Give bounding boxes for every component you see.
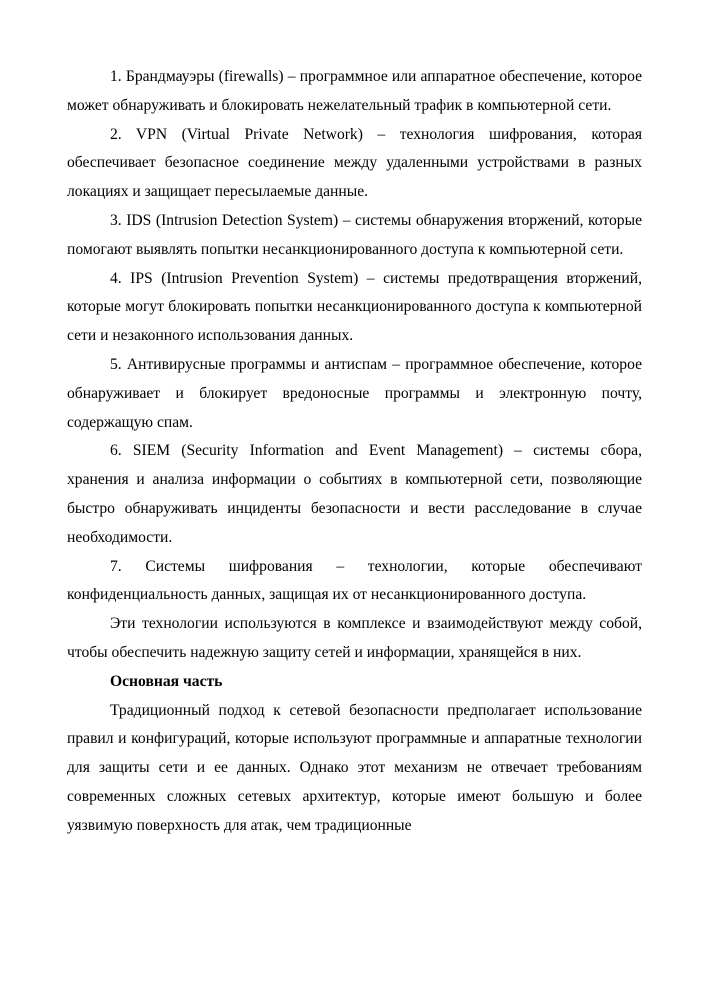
paragraph-antivirus: 5. Антивирусные программы и антиспам – программное обеспечение, которое обнаруживает и блокирует вредоносные программы и электронную почту, содержащую спам. <box>67 355 642 431</box>
paragraph-encryption: 7. Системы шифрования – технологии, которые обеспечивают конфиденциальность данных, защищая их от несанкционированного доступа. <box>67 557 642 604</box>
paragraph-summary: Эти технологии используются в комплексе и взаимодействуют между собой, чтобы обеспечить надежную защиту сетей и информации, хранящейся в них. <box>67 615 642 661</box>
paragraph-vpn: 2. VPN (Virtual Private Network) – технология шифрования, которая обеспечивает безопасное соединение между удаленными устройствами в разных локациях и защищает пересылаемые данные. <box>67 125 642 201</box>
paragraph-main: Традиционный подход к сетевой безопасности предполагает использование правил и конфигураций, которые используют программные и аппаратные технологии для защиты сети и ее данных. Однако этот механизм не отвечает требованиям современных сложных сетевых архитектур, которые имеют большую и более уязвимую поверхность для атак, чем традиционные <box>67 701 642 834</box>
paragraph-firewalls: 1. Брандмауэры (firewalls) – программное или аппаратное обеспечение, которое может обнаруживать и блокировать нежелательный трафик в компьютерной сети. <box>67 68 642 114</box>
paragraph-ips: 4. IPS (Intrusion Prevention System) – системы предотвращения вторжений, которые могут блокировать попытки несанкционированного доступа к компьютерной сети и незаконного использования данных. <box>67 269 642 345</box>
section-heading: Основная часть <box>110 672 223 690</box>
document-body <box>67 63 642 841</box>
paragraph-ids: 3. IDS (Intrusion Detection System) – системы обнаружения вторжений, которые помогают выявлять попытки несанкционированного доступа к компьютерной сети. <box>67 211 642 258</box>
paragraph-siem: 6. SIEM (Security Information and Event Management) – системы сбора, хранения и анализа информации о событиях в компьютерной сети, позволяющие быстро обнаруживать инциденты безопасности и вести расследование в случае необходимости. <box>67 442 642 546</box>
